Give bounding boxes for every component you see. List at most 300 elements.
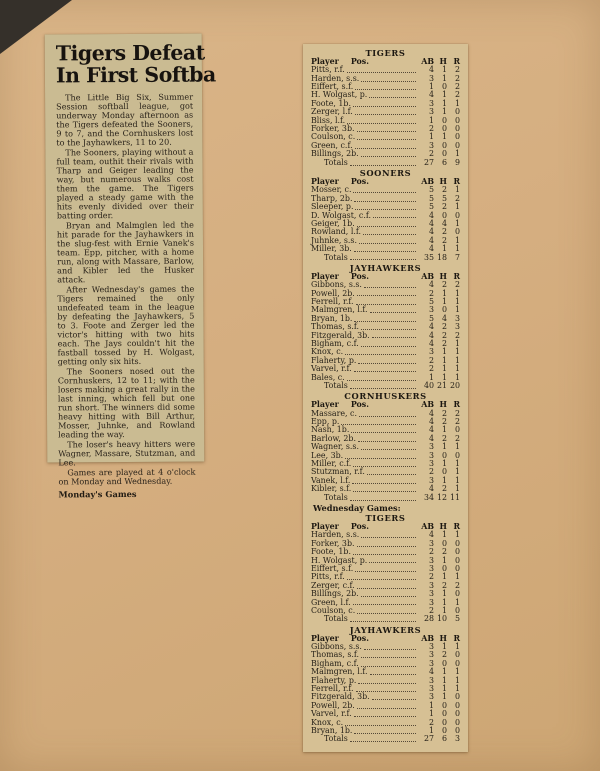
article-paragraph: The loser's heavy hitters were Wagner, Massare, Stutzman, and Lee. — [58, 438, 196, 468]
stat-at-bats: 3 — [428, 641, 434, 651]
dot-leader — [358, 683, 416, 684]
stat-hits: 1 — [441, 73, 447, 83]
stat-runs: 2 — [454, 417, 460, 427]
stat-hits: 2 — [441, 417, 447, 427]
team-name: JAYHAWKERS — [349, 262, 422, 273]
player-name: Vanek, l.f. — [311, 475, 351, 485]
stat-hits: 2 — [441, 322, 447, 332]
stat-at-bats: 5 — [428, 202, 434, 212]
stat-at-bats: 2 — [428, 149, 434, 159]
stat-at-bats: 4 — [428, 235, 434, 245]
stat-runs: 1 — [454, 347, 460, 357]
col-h-label: H — [439, 400, 447, 410]
player-name: Varvel, r.f. — [311, 709, 352, 719]
stat-runs: 1 — [454, 459, 460, 469]
player-name: Eiffert, s.f. — [311, 82, 354, 92]
player-name: H. Wolgast, p. — [311, 555, 368, 565]
stat-runs: 1 — [454, 597, 460, 607]
col-pos-label: Pos. — [350, 176, 369, 186]
stat-runs: 0 — [454, 210, 460, 220]
col-r-label: R — [453, 400, 460, 410]
stat-hits: 0 — [441, 450, 447, 460]
player-name: Fitzgerald, 3b. — [311, 692, 370, 702]
stat-hits: 2 — [441, 185, 447, 195]
article-clipping — [45, 34, 216, 500]
stat-runs: 0 — [454, 658, 460, 668]
stat-at-bats: 1 — [428, 132, 434, 142]
team-name: JAYHAWKERS — [349, 624, 422, 635]
stat-runs: 1 — [454, 675, 460, 685]
dot-leader — [353, 491, 416, 492]
article-paragraph: The Sooners, playing without a full team, outhit their rivals with Tharp and Geiger leading the way, but numerous walks cost them the game. The Tigers played a steady game with the hits evenly divided over their batting order. — [56, 146, 194, 221]
totals-row — [311, 382, 460, 390]
stat-runs: 1 — [454, 296, 460, 306]
player-name: Forker, 3b. — [311, 538, 355, 548]
boxscore-table — [311, 264, 460, 390]
article-paragraph: Bryan and Malmglen led the hit parade for the Jayhawkers in the slug-fest with Ernie Vanek's team. Epp, pitcher, with a home run, along with Massare, Barlow, and Kibler led the Husker attack. — [56, 219, 195, 285]
player-name: Foote, 1b. — [311, 547, 351, 557]
stat-hits: 2 — [441, 235, 447, 245]
stat-at-bats: 4 — [428, 218, 434, 228]
stat-at-bats: 2 — [428, 288, 434, 298]
stat-runs: 2 — [454, 90, 460, 100]
stat-at-bats: 3 — [428, 650, 434, 660]
totals-runs: 11 — [449, 492, 460, 502]
stat-hits: 0 — [441, 305, 447, 315]
dot-leader — [361, 449, 416, 450]
stat-at-bats: 3 — [428, 475, 434, 485]
col-ab-label: AB — [421, 271, 434, 281]
player-name: Zerger, l.f. — [311, 107, 353, 117]
player-name: Ferrell, r.f. — [311, 684, 354, 693]
player-name: Pitts, r.f. — [311, 65, 345, 75]
totals-label: Totals — [324, 614, 348, 624]
article-paragraph: After Wednesday's games the Tigers remained the only undefeated team in the league by defeating the Jayhawkers, 5 to 3. Foote and Zerger led the victor's hitting with two hits each. The Jays couldn't hit the fastball tossed by H. Wolgast, getting only six hits. — [57, 283, 195, 367]
col-ab-label: AB — [421, 521, 434, 531]
player-name: Knox, c. — [311, 347, 344, 357]
stat-runs: 1 — [454, 235, 460, 245]
player-name: Lee, 3b. — [311, 450, 344, 460]
stat-runs: 1 — [454, 218, 460, 228]
dot-leader — [352, 483, 416, 484]
player-name: Coulson, c. — [311, 132, 356, 142]
player-name: Powell, 2b. — [311, 288, 355, 298]
stat-at-bats: 2 — [428, 605, 434, 615]
stat-at-bats: 2 — [428, 355, 434, 365]
dot-leader — [341, 424, 416, 425]
stat-hits: 1 — [441, 132, 447, 142]
stat-hits: 1 — [441, 530, 447, 540]
stat-at-bats: 3 — [428, 73, 434, 83]
stat-hits: 1 — [441, 692, 447, 702]
stat-runs: 0 — [454, 547, 460, 557]
stat-at-bats: 1 — [428, 115, 434, 125]
dot-leader — [372, 337, 416, 338]
stat-runs: 1 — [454, 364, 460, 374]
stat-runs: 0 — [454, 700, 460, 710]
dot-leader — [369, 562, 416, 563]
stat-runs: 0 — [454, 555, 460, 565]
col-pos-label: Pos. — [350, 271, 369, 281]
stat-runs: 1 — [454, 530, 460, 540]
stat-runs: 0 — [454, 709, 460, 719]
stat-at-bats: 4 — [428, 322, 434, 332]
stat-runs: 1 — [454, 684, 460, 693]
player-name: Rowland, l.f. — [311, 227, 362, 237]
player-name: Pitts, r.f. — [311, 572, 345, 582]
totals-row — [311, 615, 460, 623]
stat-runs: 0 — [454, 227, 460, 237]
totals-label: Totals — [324, 252, 348, 262]
dot-leader — [355, 114, 416, 115]
totals-row — [311, 494, 460, 502]
totals-at-bats: 40 — [423, 381, 434, 391]
section-label: Wednesday Games: — [313, 503, 401, 514]
dot-leader — [357, 588, 416, 589]
dot-leader — [350, 388, 416, 389]
stat-hits: 1 — [441, 597, 447, 607]
stat-hits: 2 — [441, 433, 447, 443]
dot-leader — [357, 226, 416, 227]
dot-leader — [361, 329, 416, 330]
stat-hits: 2 — [441, 338, 447, 348]
dot-leader — [355, 209, 416, 210]
stat-hits: 4 — [441, 313, 447, 323]
player-name: Gibbons, s.s. — [311, 641, 362, 651]
stat-hits: 0 — [441, 658, 447, 668]
dot-leader — [361, 657, 416, 658]
totals-row — [311, 735, 460, 743]
stat-hits: 5 — [441, 193, 447, 203]
player-name: Juhnke, s.s. — [311, 235, 357, 245]
stat-at-bats: 4 — [428, 65, 434, 75]
stat-runs: 0 — [454, 726, 460, 736]
stat-hits: 0 — [441, 124, 447, 134]
player-name: Kibler, s.f. — [311, 484, 352, 494]
stat-at-bats: 3 — [428, 692, 434, 702]
totals-label: Totals — [324, 734, 348, 744]
stat-at-bats: 4 — [428, 338, 434, 348]
totals-runs: 20 — [449, 381, 460, 391]
stat-runs: 0 — [454, 107, 460, 117]
stat-hits: 1 — [441, 572, 447, 582]
stat-hits: 2 — [441, 330, 447, 340]
stat-runs: 2 — [454, 433, 460, 443]
dot-leader — [357, 139, 416, 140]
col-pos-label: Pos. — [350, 400, 369, 410]
player-name: Harden, s.s. — [311, 73, 360, 83]
stat-runs: 2 — [454, 330, 460, 340]
stat-runs: 1 — [454, 305, 460, 315]
dot-leader — [357, 295, 416, 296]
totals-hits: 12 — [436, 492, 447, 502]
stat-at-bats: 1 — [428, 726, 434, 736]
totals-at-bats: 34 — [423, 492, 434, 502]
totals-hits: 6 — [441, 734, 447, 744]
col-player-label: Player — [311, 271, 339, 281]
stat-at-bats: 3 — [428, 305, 434, 315]
player-name: Tharp, 2b. — [311, 193, 353, 203]
article-subhead: Monday's Games — [58, 488, 137, 500]
player-name: Fitzgerald, 3b. — [311, 330, 370, 340]
stat-hits: 2 — [441, 202, 447, 212]
stat-runs: 0 — [454, 605, 460, 615]
stat-at-bats: 1 — [428, 372, 434, 382]
col-r-label: R — [453, 633, 460, 643]
stat-at-bats: 4 — [428, 425, 434, 435]
stat-at-bats: 3 — [428, 347, 434, 357]
stat-at-bats: 3 — [428, 597, 434, 607]
dot-leader — [357, 708, 416, 709]
stat-at-bats: 2 — [428, 467, 434, 477]
stat-runs: 2 — [454, 408, 460, 418]
player-name: H. Wolgast, p. — [311, 90, 368, 100]
player-name: Barlow, 2b. — [311, 433, 356, 443]
stat-at-bats: 3 — [428, 140, 434, 150]
stat-at-bats: 1 — [428, 82, 434, 92]
dot-leader — [350, 621, 416, 622]
stat-runs: 0 — [454, 115, 460, 125]
player-name: Foote, 1b. — [311, 98, 351, 108]
stat-at-bats: 5 — [428, 313, 434, 323]
dot-leader — [354, 371, 416, 372]
dot-leader — [353, 554, 416, 555]
dot-leader — [361, 346, 416, 347]
player-name: Miller, c.f. — [311, 459, 352, 469]
stat-hits: 1 — [441, 684, 447, 693]
dot-leader — [370, 674, 416, 675]
stat-runs: 0 — [454, 450, 460, 460]
stat-at-bats: 4 — [428, 417, 434, 427]
stat-at-bats: 3 — [428, 555, 434, 565]
headline-line-1: Tigers Defeat — [55, 40, 205, 66]
stat-hits: 1 — [441, 372, 447, 382]
stat-runs: 1 — [454, 572, 460, 582]
totals-hits: 10 — [436, 614, 447, 624]
stat-hits: 1 — [441, 641, 447, 651]
dot-leader — [353, 192, 416, 193]
stat-at-bats: 3 — [428, 684, 434, 693]
dot-leader — [361, 81, 416, 82]
article-body — [56, 93, 195, 487]
col-ab-label: AB — [421, 176, 434, 186]
stat-hits: 1 — [441, 98, 447, 108]
dot-leader — [350, 500, 416, 501]
stat-runs: 0 — [454, 717, 460, 727]
stat-hits: 1 — [441, 90, 447, 100]
dot-leader — [361, 156, 416, 157]
stat-hits: 0 — [441, 709, 447, 719]
dot-leader — [354, 251, 416, 252]
totals-at-bats: 27 — [423, 734, 434, 744]
player-name: Billings, 2b. — [311, 149, 359, 159]
stat-runs: 1 — [454, 338, 460, 348]
stat-runs: 0 — [454, 538, 460, 548]
stat-at-bats: 2 — [428, 124, 434, 134]
totals-at-bats: 28 — [423, 614, 434, 624]
stat-runs: 2 — [454, 193, 460, 203]
stat-at-bats: 1 — [428, 700, 434, 710]
stat-at-bats: 2 — [428, 364, 434, 374]
stat-hits: 0 — [441, 467, 447, 477]
stat-hits: 1 — [441, 65, 447, 75]
col-h-label: H — [439, 521, 447, 531]
col-player-label: Player — [311, 521, 339, 531]
stat-runs: 1 — [454, 484, 460, 494]
totals-runs: 9 — [454, 157, 460, 167]
dot-leader — [355, 571, 416, 572]
stat-runs: 1 — [454, 641, 460, 651]
dot-leader — [354, 321, 416, 322]
stat-at-bats: 3 — [428, 538, 434, 548]
dot-leader — [361, 666, 416, 667]
stat-hits: 1 — [441, 442, 447, 452]
player-name: Powell, 2b. — [311, 700, 355, 710]
player-name: Bryan, 1b. — [311, 313, 353, 323]
player-name: Billings, 2b. — [311, 589, 359, 599]
dot-leader — [357, 131, 416, 132]
stat-at-bats: 1 — [428, 709, 434, 719]
totals-at-bats: 35 — [423, 252, 434, 262]
col-ab-label: AB — [421, 400, 434, 410]
dot-leader — [361, 596, 416, 597]
stat-hits: 2 — [441, 650, 447, 660]
totals-label: Totals — [324, 492, 348, 502]
stat-at-bats: 3 — [428, 658, 434, 668]
stat-at-bats: 5 — [428, 193, 434, 203]
stat-hits: 1 — [441, 459, 447, 469]
player-name: Zerger, c.f. — [311, 580, 355, 590]
stat-hits: 1 — [441, 107, 447, 117]
totals-hits: 18 — [436, 252, 447, 262]
stat-hits: 1 — [441, 475, 447, 485]
player-name: Geiger, 1b. — [311, 218, 355, 228]
player-name: Bales, c. — [311, 372, 345, 382]
stat-hits: 2 — [441, 547, 447, 557]
stat-hits: 1 — [441, 667, 447, 677]
dot-leader — [364, 649, 416, 650]
stat-hits: 0 — [441, 210, 447, 220]
stat-runs: 2 — [454, 65, 460, 75]
dot-leader — [347, 123, 416, 124]
stat-at-bats: 4 — [428, 530, 434, 540]
dot-leader — [373, 217, 416, 218]
dot-leader — [345, 725, 416, 726]
stat-at-bats: 3 — [428, 450, 434, 460]
stat-runs: 1 — [454, 244, 460, 254]
dot-leader — [367, 474, 416, 475]
dot-leader — [347, 380, 416, 381]
stat-runs: 1 — [454, 202, 460, 212]
stat-runs: 1 — [454, 288, 460, 298]
totals-at-bats: 27 — [423, 157, 434, 167]
boxscore-table — [311, 49, 460, 167]
player-name: Flaherty, p. — [311, 675, 357, 685]
stat-at-bats: 4 — [428, 484, 434, 494]
col-pos-label: Pos. — [350, 521, 369, 531]
player-name: Ferrell, r.f. — [311, 296, 354, 306]
stat-hits: 0 — [441, 140, 447, 150]
stat-runs: 1 — [454, 667, 460, 677]
stat-hits: 2 — [441, 580, 447, 590]
stat-at-bats: 4 — [428, 408, 434, 418]
player-name: Massare, c. — [311, 408, 357, 418]
stat-hits: 1 — [441, 589, 447, 599]
stat-at-bats: 4 — [428, 227, 434, 237]
stat-at-bats: 2 — [428, 717, 434, 727]
stat-hits: 1 — [441, 296, 447, 306]
stat-runs: 0 — [454, 140, 460, 150]
col-r-label: R — [453, 56, 460, 66]
dot-leader — [357, 613, 416, 614]
boxscore-table — [311, 626, 460, 744]
stat-hits: 2 — [441, 484, 447, 494]
player-name: Eiffert, s.f. — [311, 563, 354, 573]
team-name: CORNHUSKERS — [344, 391, 427, 402]
boxscore-table — [311, 514, 460, 624]
stat-hits: 1 — [441, 355, 447, 365]
dot-leader — [357, 546, 416, 547]
stat-runs: 2 — [454, 580, 460, 590]
player-name: Harden, s.s. — [311, 530, 360, 540]
stat-runs: 0 — [454, 589, 460, 599]
player-name: Bliss, l.f. — [311, 115, 346, 125]
dot-leader — [364, 287, 416, 288]
totals-label: Totals — [324, 157, 348, 167]
team-name: TIGERS — [365, 513, 406, 524]
stat-hits: 1 — [441, 288, 447, 298]
stat-at-bats: 4 — [428, 280, 434, 290]
totals-row — [311, 254, 460, 262]
stat-at-bats: 3 — [428, 107, 434, 117]
stat-hits: 0 — [441, 726, 447, 736]
stat-hits: 1 — [441, 364, 447, 374]
dot-leader — [354, 716, 416, 717]
stat-hits: 0 — [441, 538, 447, 548]
player-name: Epp, p. — [311, 417, 340, 427]
stat-runs: 0 — [454, 692, 460, 702]
col-h-label: H — [439, 176, 447, 186]
col-pos-label: Pos. — [350, 56, 369, 66]
dot-leader — [354, 201, 416, 202]
dot-leader — [347, 72, 416, 73]
col-r-label: R — [453, 271, 460, 281]
stat-hits: 0 — [441, 563, 447, 573]
stat-runs: 1 — [454, 372, 460, 382]
player-name: Bryan, 1b. — [311, 726, 353, 736]
dot-leader — [350, 165, 416, 166]
player-name: Flaherty, p. — [311, 355, 357, 365]
player-name: Stutzman, r.f. — [311, 467, 365, 477]
col-h-label: H — [439, 271, 447, 281]
player-name: Wagner, s.s. — [311, 442, 359, 452]
stat-runs: 0 — [454, 124, 460, 134]
player-name: Gibbons, s.s. — [311, 280, 362, 290]
dot-leader — [355, 148, 416, 149]
totals-runs: 5 — [454, 614, 460, 624]
dot-leader — [363, 234, 416, 235]
stat-at-bats: 5 — [428, 185, 434, 195]
player-name: Thomas, s.f. — [311, 322, 360, 332]
player-name: Varvel, r.f. — [311, 364, 352, 374]
stat-at-bats: 4 — [428, 667, 434, 677]
col-player-label: Player — [311, 633, 339, 643]
player-name: Green, c.f. — [311, 140, 353, 150]
dot-leader — [353, 106, 416, 107]
headline-line-2: In First Softba — [55, 62, 216, 88]
col-player-label: Player — [311, 400, 339, 410]
boxscore-table — [311, 392, 460, 502]
